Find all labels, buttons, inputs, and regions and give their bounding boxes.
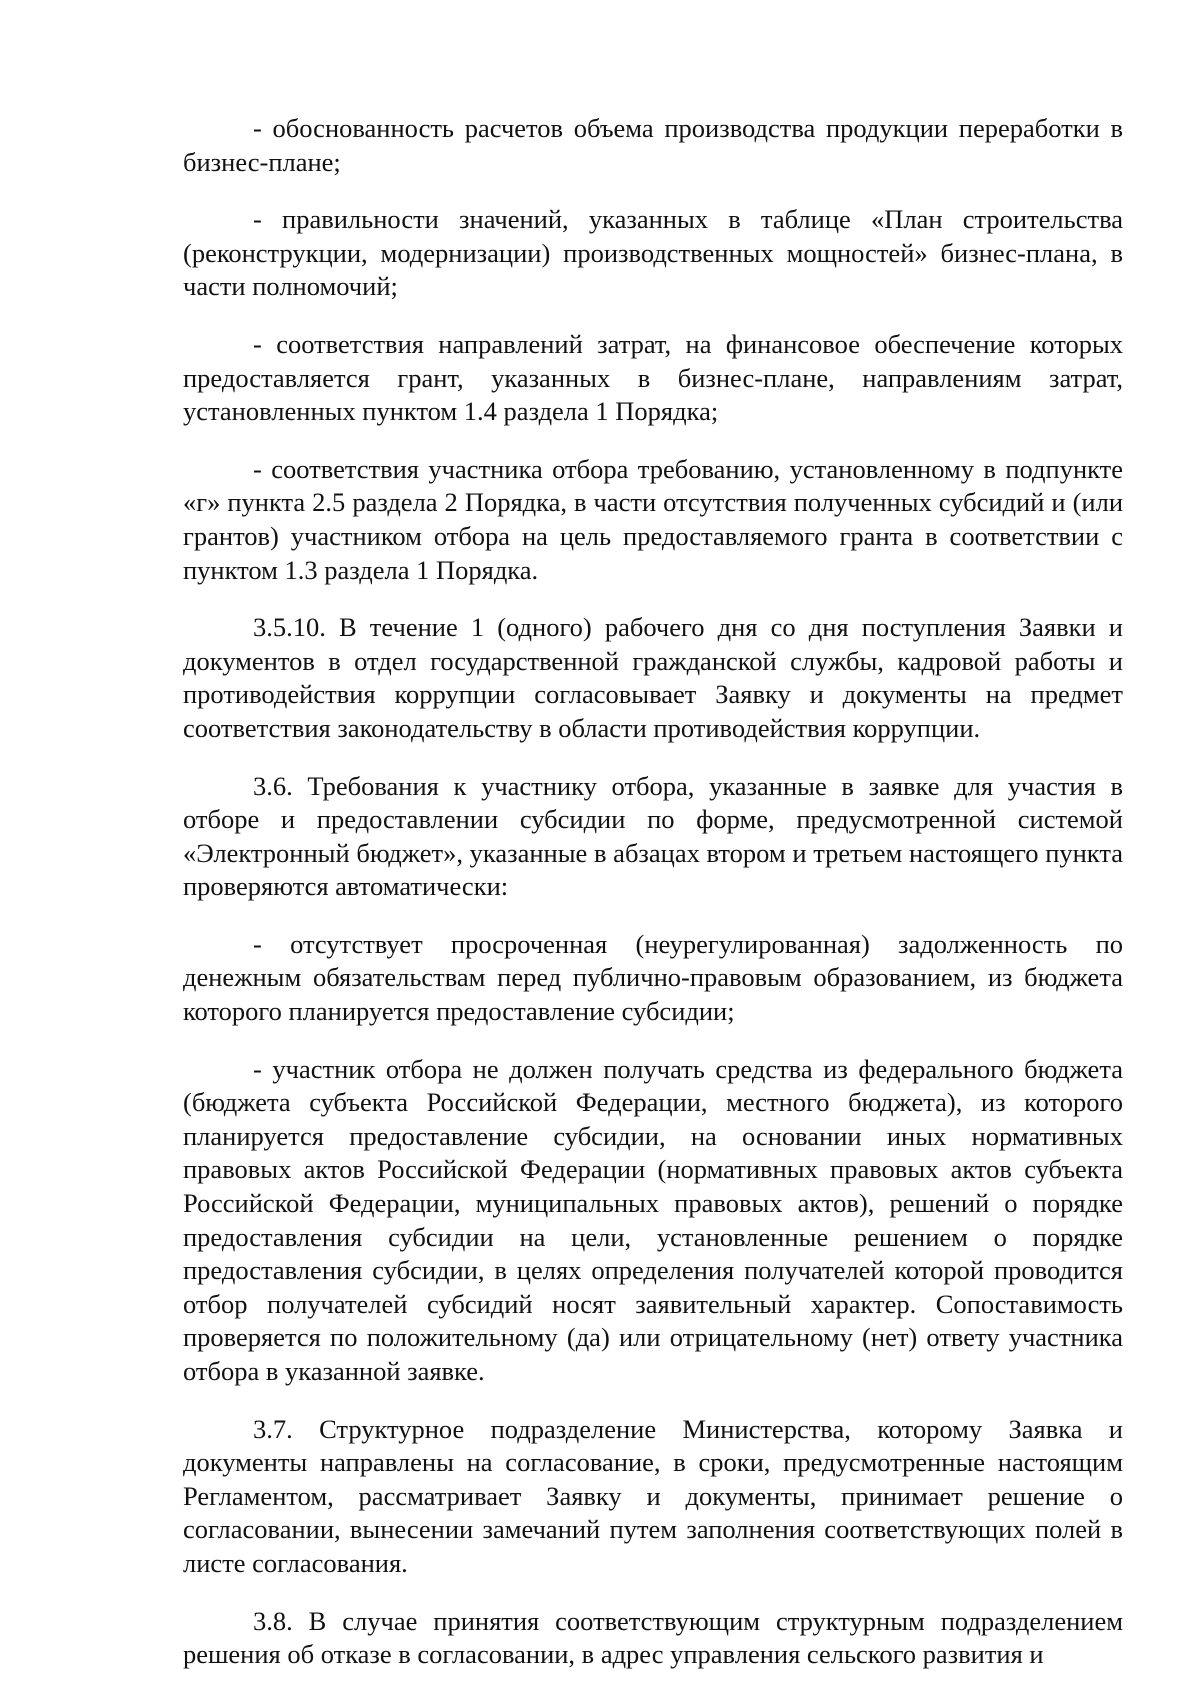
paragraph-3: - соответствия направлений затрат, на финансовое обеспечение которых предоставляется грант, указанных в бизнес-плане, направлениям затрат, установленных пунктом 1.4 раздела 1 Порядка;	[183, 328, 1123, 427]
paragraph-1: - обоснованность расчетов объема производства продукции переработки в бизнес-плане;	[183, 113, 1123, 177]
paragraph-7: - отсутствует просроченная (неурегулированная) задолженность по денежным обязательствам перед публично-правовым образованием, из бюджета которого планируется предоставление субсидии;	[183, 928, 1123, 1027]
paragraph-2: - правильности значений, указанных в таблице «План строительства (реконструкции, модернизации) производственных мощностей» бизнес-плана, в части полномочий;	[183, 204, 1123, 302]
paragraph-6: 3.6. Требования к участнику отбора, указанные в заявке для участия в отборе и предоставлении субсидии по форме, предусмотренной системой «Электронный бюджет», указанные в абзацах втором и третьем настоящего пункта проверяются автоматически:	[183, 770, 1123, 902]
paragraph-5: 3.5.10. В течение 1 (одного) рабочего дня со дня поступления Заявки и документов в отдел государственной гражданской службы, кадровой работы и противодействия коррупции согласовывает Заявку и документы на предмет соответствия законодательству в области противодействия коррупции.	[183, 612, 1123, 743]
paragraph-10: 3.8. В случае принятия соответствующим структурным подразделением решения об отказе в согласовании, в адрес управления сельского развития и	[183, 1605, 1123, 1670]
document-body	[183, 112, 1123, 1672]
paragraph-8: - участник отбора не должен получать средства из федерального бюджета (бюджета субъекта Российской Федерации, местного бюджета), из которого планируется предоставление субсидии, на основании иных нормативных правовых актов Российской Федерации (нормативных правовых актов субъекта Российской Федерации, муниципальных правовых актов), решений о порядке предоставления субсидии на цели, установленные решением о порядке предоставления субсидии, в целях определения получателей которой проводится отбор получателей субсидий носят заявительный характер. Сопоставимость проверяется по положительному (да) или отрицательному (нет) ответу участника отбора в указанной заявке.	[183, 1053, 1123, 1386]
paragraph-4: - соответствия участника отбора требованию, установленному в подпункте «г» пункта 2.5 раздела 2 Порядка, в части отсутствия полученных субсидий и (или грантов) участником отбора на цель предоставляемого гранта в соответствии с пунктом 1.3 раздела 1 Порядка.	[183, 453, 1123, 585]
paragraph-9: 3.7. Структурное подразделение Министерства, которому Заявка и документы направлены на согласование, в сроки, предусмотренные настоящим Регламентом, рассматривает Заявку и документы, принимает решение о согласовании, вынесении замечаний путем заполнения соответствующих полей в листе согласования.	[183, 1413, 1123, 1578]
